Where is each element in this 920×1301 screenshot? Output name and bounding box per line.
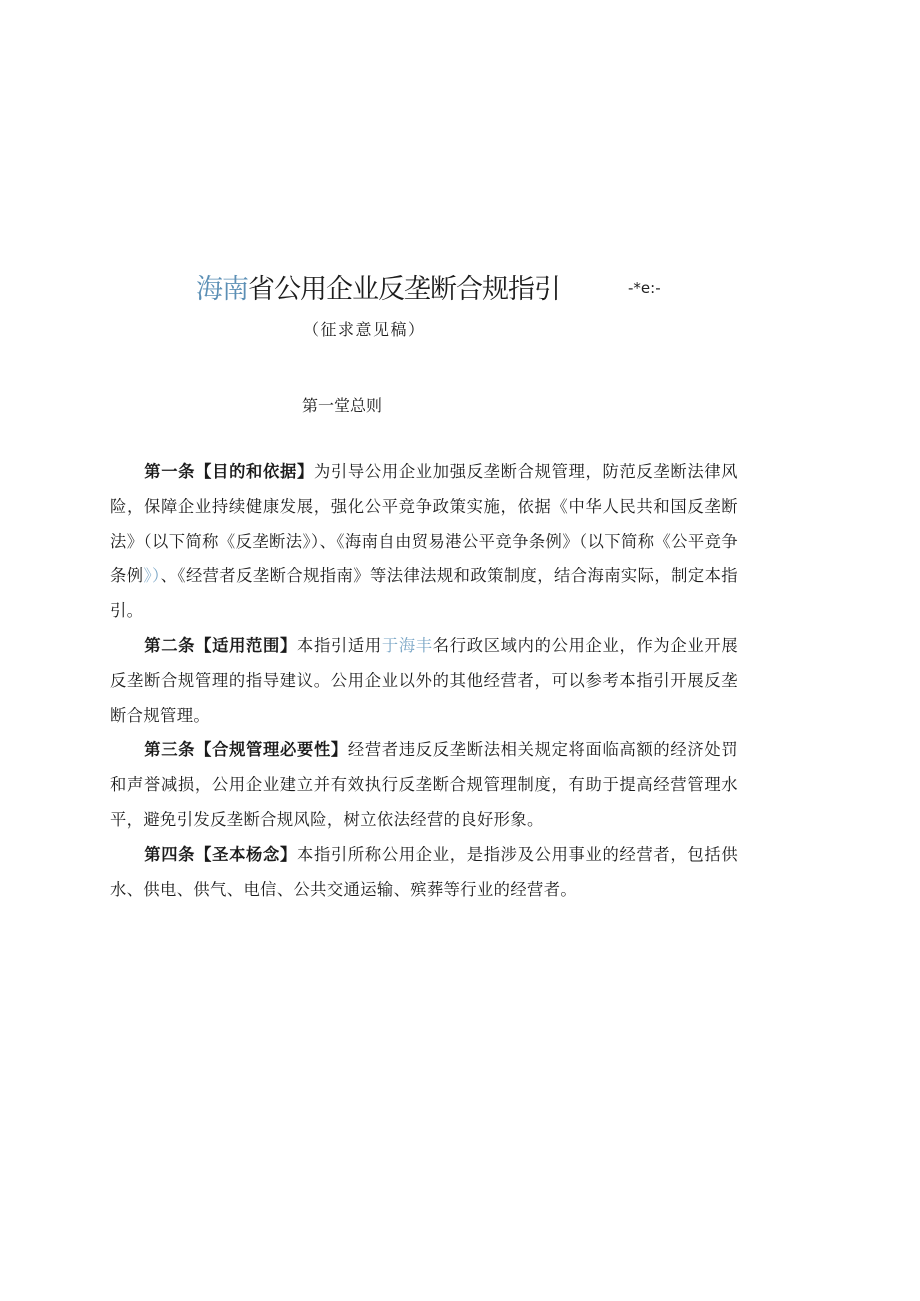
article-2-text-end: 名行政区域内的公用企业，作为企业开展反垄断合规管理的指导建议。公用企业以外的其他经营者，可以参考本指引开展反垄断合规管理。 bbox=[110, 635, 738, 725]
article-2 bbox=[110, 629, 738, 733]
article-1-highlight: 》） bbox=[143, 566, 161, 586]
article-2-text: 本指引适用 bbox=[296, 635, 382, 655]
chapter-heading: 第一堂总则 bbox=[302, 396, 383, 415]
article-2-highlight: 于海丰 bbox=[381, 635, 433, 655]
article-3-head: 第三条【合规管理必要性】 bbox=[144, 740, 348, 760]
article-1 bbox=[110, 455, 738, 629]
document-body bbox=[110, 455, 738, 907]
article-2-head: 第二条【适用范围】 bbox=[144, 635, 297, 655]
article-4-text: 本指引所称公用企业，是指涉及公用事业的经营者，包括供水、供电、供气、电信、公共交通运输、殡葬等行业的经营者。 bbox=[110, 844, 738, 899]
document-title bbox=[196, 270, 560, 310]
article-1-text-end: 、《经营者反垄断合规指南》等法律法规和政策制度，结合海南实际，制定本指引。 bbox=[110, 566, 738, 621]
title-prefix: 海南 bbox=[196, 274, 248, 305]
article-1-text: 为引导公用企业加强反垄断合规管理，防范反垄断法律风险，保障企业持续健康发展，强化公平竞争政策实施，依据《中华人民共和国反垄断法》（以下简称《反垄断法》）、《海南自由贸易港公平竞争条例》（以下简称《公平竞争条例 bbox=[110, 462, 738, 586]
document-subtitle: （征求意见稿） bbox=[303, 320, 426, 339]
corner-mark: -*e:- bbox=[628, 279, 661, 297]
article-4-head: 第四条【圣本杨念】 bbox=[144, 844, 297, 864]
article-4 bbox=[110, 838, 738, 908]
article-3 bbox=[110, 733, 738, 837]
article-3-text: 经营者违反反垄断法相关规定将面临高额的经济处罚和声誉减损，公用企业建立并有效执行反垄断合规管理制度，有助于提高经营管理水平，避免引发反垄断合规风险，树立依法经营的良好形象。 bbox=[110, 740, 738, 829]
article-1-head: 第一条【目的和依据】 bbox=[144, 462, 314, 481]
title-main: 省公用企业反垄断合规指引 bbox=[248, 274, 560, 305]
